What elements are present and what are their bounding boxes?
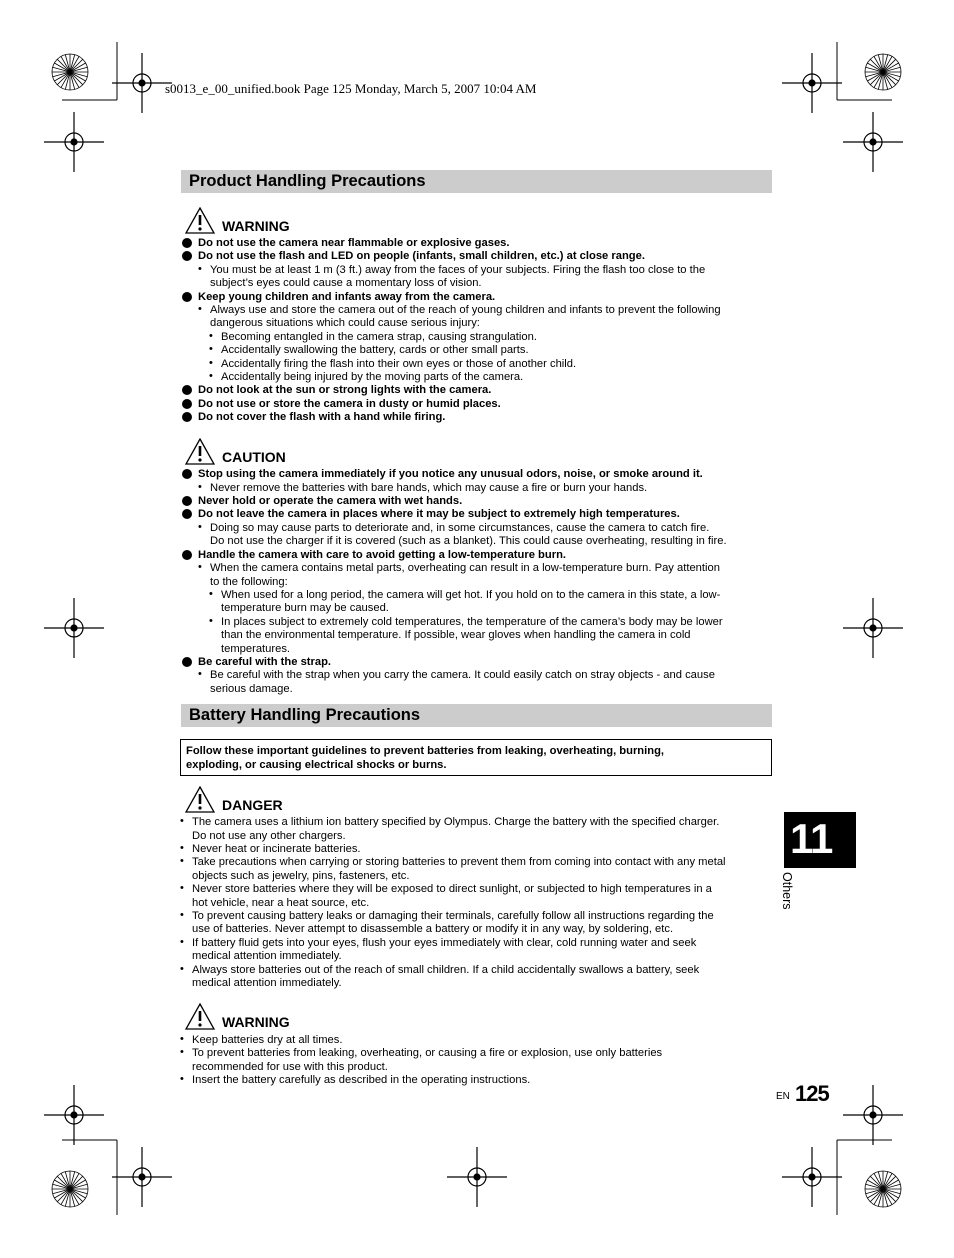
notice-line: Follow these important guidelines to prevent batteries from leaking, overheating, burning, — [186, 745, 665, 757]
dot-bullet-icon: • — [180, 815, 184, 827]
bullet-icon — [182, 657, 192, 667]
chapter-number: 11 — [790, 815, 833, 862]
precaution-text-line: use of batteries. Never attempt to disassemble a battery or modify it in any way, by soldering, etc. — [192, 923, 674, 935]
precaution-text-line: Never store batteries where they will be exposed to direct sunlight, or subjected to high temperatures in a — [192, 883, 712, 895]
dot-bullet-icon: • — [180, 842, 184, 854]
chapter-tab — [784, 812, 856, 868]
dot-bullet-icon: • — [209, 330, 213, 342]
bullet-icon — [182, 509, 192, 519]
bullet-icon — [182, 385, 192, 395]
dot-bullet-icon: • — [180, 963, 184, 975]
dot-bullet-icon: • — [198, 263, 202, 275]
warning-triangle-icon — [185, 207, 215, 234]
precaution-text-line: Accidentally firing the flash into their own eyes or those of another child. — [221, 358, 577, 370]
bullet-icon — [182, 238, 192, 248]
dot-bullet-icon: • — [209, 370, 213, 382]
precaution-text-line: than the environmental temperature. If possible, wear gloves when handling the camera in cold — [221, 629, 691, 641]
precaution-text-line: When used for a long period, the camera will get hot. If you hold on to the camera in this state, a low- — [221, 589, 721, 601]
page-number: 125 — [795, 1081, 829, 1106]
warning-triangle-icon — [185, 438, 215, 465]
precaution-text-line: temperatures. — [221, 643, 291, 655]
precaution-text-line: medical attention immediately. — [192, 950, 342, 962]
section-bar-product-handling — [181, 170, 772, 193]
dot-bullet-icon: • — [180, 909, 184, 921]
precaution-text-line: temperature burn may be caused. — [221, 602, 389, 614]
precaution-text-line: To prevent batteries from leaking, overheating, or causing a fire or explosion, use only batteries — [192, 1047, 663, 1059]
precaution-text-line: Accidentally swallowing the battery, cards or other small parts. — [221, 344, 529, 356]
danger-heading: DANGER — [222, 797, 283, 813]
dot-bullet-icon: • — [180, 1046, 184, 1058]
precaution-heading-line: Do not look at the sun or strong lights with the camera. — [198, 384, 492, 396]
bullet-icon — [182, 412, 192, 422]
dot-bullet-icon: • — [198, 521, 202, 533]
dot-bullet-icon: • — [198, 668, 202, 680]
precaution-text-line: If battery fluid gets into your eyes, flush your eyes immediately with clear, cold running water and seek — [192, 937, 697, 949]
dot-bullet-icon: • — [198, 481, 202, 493]
precaution-heading-line: Do not leave the camera in places where it may be subject to extremely high temperatures. — [198, 508, 680, 520]
bullet-icon — [182, 550, 192, 560]
file-info-header: s0013_e_00_unified.book Page 125 Monday, March 5, 2007 10:04 AM — [165, 81, 537, 96]
precaution-text-line: Never heat or incinerate batteries. — [192, 843, 361, 855]
bullet-icon — [182, 399, 192, 409]
precaution-text-line: The camera uses a lithium ion battery specified by Olympus. Charge the battery with the specified charger. — [192, 816, 720, 828]
dot-bullet-icon: • — [209, 615, 213, 627]
dot-bullet-icon: • — [198, 561, 202, 573]
section-bar-battery-handling — [181, 704, 772, 727]
precaution-text-line: Always use and store the camera out of the reach of young children and infants to prevent the following — [210, 304, 721, 316]
precaution-text-line: To prevent causing battery leaks or damaging their terminals, carefully follow all instructions regarding the — [192, 910, 714, 922]
dot-bullet-icon: • — [180, 855, 184, 867]
chapter-label: Others — [780, 872, 794, 910]
section-title: Product Handling Precautions — [189, 172, 426, 190]
precaution-text-line: medical attention immediately. — [192, 977, 342, 989]
notice-line: exploding, or causing electrical shocks or burns. — [186, 759, 447, 771]
precaution-text-line: Keep batteries dry at all times. — [192, 1034, 343, 1046]
precaution-text-line: recommended for use with this product. — [192, 1061, 388, 1073]
precaution-heading-line: Stop using the camera immediately if you notice any unusual odors, noise, or smoke around it. — [198, 468, 703, 480]
precaution-text-line: Be careful with the strap when you carry the camera. It could easily catch on stray objects - and cause — [210, 669, 715, 681]
precaution-text-line: Becoming entangled in the camera strap, causing strangulation. — [221, 331, 537, 343]
section-title: Battery Handling Precautions — [189, 706, 421, 724]
precaution-heading-line: Do not use the camera near flammable or explosive gases. — [198, 237, 510, 249]
precaution-heading-line: Do not cover the flash with a hand while firing. — [198, 411, 446, 423]
precaution-text-line: Take precautions when carrying or storing batteries to prevent them from coming into contact with any metal — [192, 856, 726, 868]
precaution-heading-line: Be careful with the strap. — [198, 656, 332, 668]
dot-bullet-icon: • — [209, 357, 213, 369]
precaution-text-line: In places subject to extremely cold temperatures, the temperature of the camera’s body may be lower — [221, 616, 723, 628]
precaution-text-line: hot vehicle, near a heat source, etc. — [192, 897, 370, 909]
dot-bullet-icon: • — [180, 1073, 184, 1085]
precaution-text-line: Always store batteries out of the reach of small children. If a child accidentally swallows a battery, seek — [192, 964, 700, 976]
precaution-text-line: When the camera contains metal parts, overheating can result in a low-temperature burn. Pay attention — [210, 562, 720, 574]
precaution-text-line: Do not use the charger if it is covered (such as a blanket). This could cause overheating, resulting in fire. — [210, 535, 727, 547]
dot-bullet-icon: • — [198, 303, 202, 315]
precaution-heading-line: Do not use the flash and LED on people (infants, small children, etc.) at close range. — [198, 250, 645, 262]
precaution-text-line: Accidentally being injured by the moving parts of the camera. — [221, 371, 524, 383]
precaution-heading-line: Never hold or operate the camera with wet hands. — [198, 495, 463, 507]
precaution-text-line: Never remove the batteries with bare hands, which may cause a fire or burn your hands. — [210, 482, 648, 494]
bullet-icon — [182, 469, 192, 479]
precaution-text-line: Doing so may cause parts to deteriorate and, in some circumstances, cause the camera to catch fire. — [210, 522, 710, 534]
precaution-text-line: to the following: — [210, 576, 288, 588]
precaution-text-line: serious damage. — [210, 683, 293, 695]
bullet-icon — [182, 496, 192, 506]
precaution-text-line: subject’s eyes could cause a momentary loss of vision. — [210, 277, 482, 289]
dot-bullet-icon: • — [209, 588, 213, 600]
warning-heading: WARNING — [222, 1014, 290, 1030]
precaution-heading-line: Do not use or store the camera in dusty or humid places. — [198, 398, 501, 410]
precaution-text-line: Do not use any other chargers. — [192, 830, 346, 842]
warning-triangle-icon — [185, 1003, 215, 1030]
dot-bullet-icon: • — [180, 882, 184, 894]
battery-notice-box — [180, 739, 772, 776]
precaution-text-line: dangerous situations which could cause serious injury: — [210, 317, 480, 329]
dot-bullet-icon: • — [209, 343, 213, 355]
precaution-text-line: objects such as jewelry, pins, fasteners, etc. — [192, 870, 410, 882]
warning-heading: WARNING — [222, 218, 290, 234]
page-language: EN — [776, 1091, 790, 1102]
bullet-icon — [182, 292, 192, 302]
dot-bullet-icon: • — [180, 936, 184, 948]
caution-heading: CAUTION — [222, 449, 286, 465]
precaution-heading-line: Keep young children and infants away from the camera. — [198, 291, 496, 303]
warning-triangle-icon — [185, 786, 215, 813]
precaution-text-line: You must be at least 1 m (3 ft.) away from the faces of your subjects. Firing the flash too close to the — [210, 264, 706, 276]
precaution-heading-line: Handle the camera with care to avoid getting a low-temperature burn. — [198, 549, 567, 561]
bullet-icon — [182, 251, 192, 261]
precaution-text-line: Insert the battery carefully as described in the operating instructions. — [192, 1074, 531, 1086]
dot-bullet-icon: • — [180, 1033, 184, 1045]
